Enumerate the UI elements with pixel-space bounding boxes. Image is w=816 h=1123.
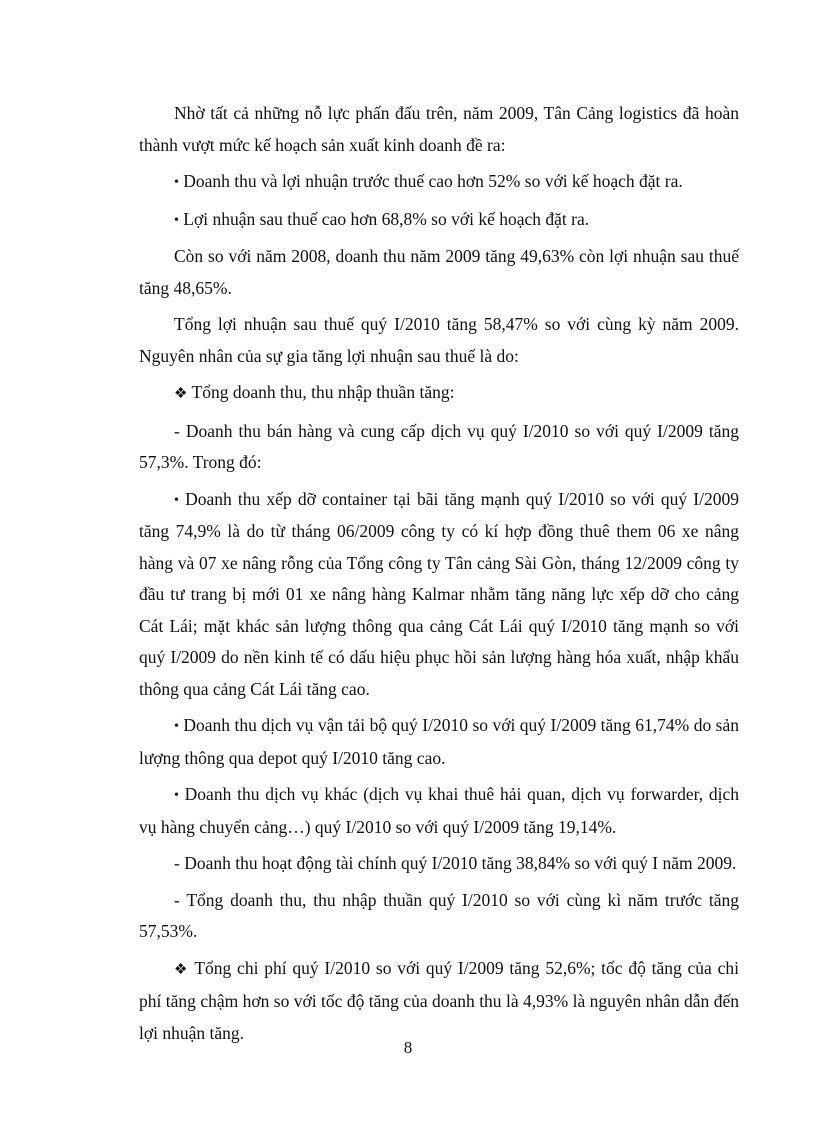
bullet-dot-icon: • — [174, 788, 179, 803]
diamond-heading-revenue — [139, 377, 739, 411]
bullet-profit-after-tax — [139, 204, 739, 237]
diamond-bullet-icon: ❖ — [174, 386, 188, 402]
dash-item-financial-revenue — [139, 848, 739, 880]
bullet-container-handling — [139, 484, 739, 706]
dash-item-total-revenue — [139, 885, 739, 948]
paragraph-text: Còn so với năm 2008, doanh thu năm 2009 tăng 49,63% còn lợi nhuận sau thuế tăng 48,65%. — [139, 246, 739, 298]
paragraph-intro — [139, 98, 739, 161]
bullet-other-services — [139, 779, 739, 843]
paragraph-text: Tổng doanh thu, thu nhập thuần tăng: — [187, 382, 455, 402]
diamond-heading-total-cost — [139, 953, 739, 1050]
paragraph-text: Tổng lợi nhuận sau thuế quý I/2010 tăng 58,47% so với cùng kỳ năm 2009. Nguyên nhân của sự gia tăng lợi nhuận sau thuế là do: — [139, 314, 739, 366]
paragraph-text: - Tổng doanh thu, thu nhập thuần quý I/2010 so với cùng kì năm trước tăng 57,53%. — [139, 889, 739, 941]
diamond-bullet-icon: ❖ — [174, 961, 189, 978]
page-body — [139, 98, 739, 1054]
bullet-dot-icon: • — [174, 719, 179, 734]
paragraph-text: Doanh thu và lợi nhuận trước thuế cao hơn 52% so với kế hoạch đặt ra. — [178, 171, 683, 191]
bullet-revenue-profit-before-tax — [139, 166, 739, 199]
bullet-dot-icon: • — [174, 212, 179, 228]
bullet-dot-icon: • — [174, 175, 179, 190]
dash-item-sales-revenue — [139, 416, 739, 479]
paragraph-text: Lợi nhuận sau thuế cao hơn 68,8% so với kế hoạch đặt ra. — [178, 208, 590, 229]
bullet-road-transport — [139, 710, 739, 774]
paragraph-text: Nhờ tất cả những nỗ lực phấn đấu trên, năm 2009, Tân Cảng logistics đã hoàn thành vượt mức kế hoạch sản xuất kinh doanh đề ra: — [139, 103, 739, 155]
paragraph-text: Doanh thu xếp dỡ container tại bãi tăng mạnh quý I/2010 so với quý I/2009 tăng 74,9% là do từ tháng 06/2009 công ty có kí hợp đồng thuê them 06 xe nâng hàng và 07 xe nâng rỗng của Tổng công ty Tân cảng Sài Gòn, tháng 12/2009 công ty đầu tư trang bị mới 01 xe nâng hàng Kalmar nhằm tăng năng lực xếp dỡ cho cảng Cát Lái; mặt khác sản lượng thông qua cảng Cát Lái quý I/2010 tăng mạnh so với quý I/2009 do nền kinh tế có dấu hiệu phục hồi sản lượng hàng hóa xuất, nhập khẩu thông qua cảng Cát Lái tăng cao. — [139, 488, 739, 699]
paragraph-text: Doanh thu dịch vụ khác (dịch vụ khai thuê hải quan, dịch vụ forwarder, dịch vụ hàng chuyển cảng…) quý I/2010 so với quý I/2009 tăng 19,14%. — [139, 784, 739, 837]
bullet-dot-icon: • — [174, 492, 179, 508]
paragraph-text: Tổng chi phí quý I/2010 so với quý I/2009 tăng 52,6%; tốc độ tăng của chi phí tăng chậm hơn so với tốc độ tăng của doanh thu là 4,93% là nguyên nhân dẫn đến lợi nhuận tăng. — [139, 957, 739, 1043]
page-number: 8 — [403, 1038, 413, 1057]
paragraph-compare-2008 — [139, 241, 739, 304]
paragraph-text: Doanh thu dịch vụ vận tải bộ quý I/2010 so với quý I/2009 tăng 61,74% do sản lượng thông qua depot quý I/2010 tăng cao. — [139, 715, 739, 768]
paragraph-q1-2010-profit — [139, 309, 739, 372]
paragraph-text: - Doanh thu hoạt động tài chính quý I/2010 tăng 38,84% so với quý I năm 2009. — [174, 853, 737, 873]
paragraph-text: - Doanh thu bán hàng và cung cấp dịch vụ quý I/2010 so với quý I/2009 tăng 57,3%. Trong đó: — [139, 420, 739, 472]
